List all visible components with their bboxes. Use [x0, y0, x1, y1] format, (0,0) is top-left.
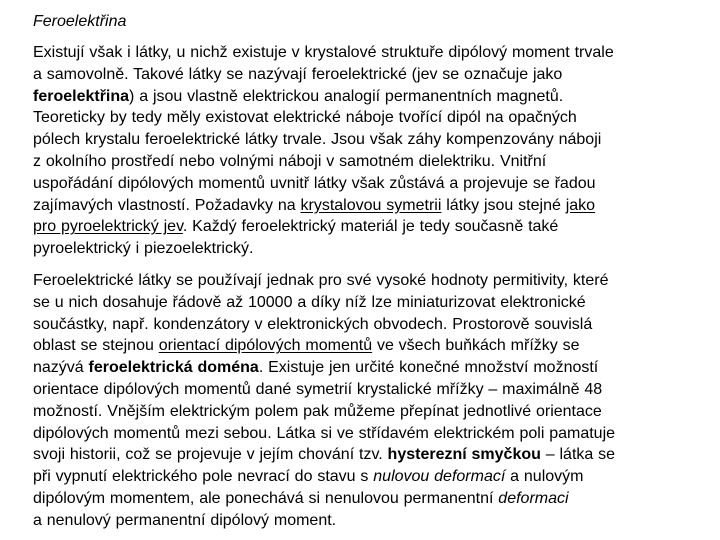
- text-line: možností. Vnějším elektrickým polem pak můžeme přepínat jednotlivé orientace: [33, 402, 602, 420]
- term-nulova-deformace: nulovou deformací: [373, 468, 506, 486]
- text-line: pólech krystalu feroelektrické látky trvale. Jsou však záhy kompenzovány náboji: [33, 131, 602, 149]
- text-fragment: oblast se stejnou: [33, 337, 159, 355]
- text-line: [33, 357, 713, 379]
- section-title: Feroelektřina: [33, 13, 127, 30]
- text-fragment: při vypnutí elektrického pole nevrací do stavu s: [33, 468, 374, 486]
- text-line: [33, 86, 713, 108]
- text-fragment: látky jsou stejné: [441, 196, 566, 214]
- term-feroelektrina: feroelektřina: [33, 87, 130, 105]
- text-line: a nenulový permanentní dipólový moment.: [33, 511, 337, 529]
- text-line: [33, 444, 713, 466]
- text-fragment: ve všech buňkách mřížky se: [372, 337, 580, 355]
- paragraph-ferroelectric-intro: [33, 42, 713, 260]
- link-pyroelektricky-jev[interactable]: jako: [565, 196, 596, 214]
- text-line: [33, 216, 713, 238]
- text-line: [33, 335, 713, 357]
- term-deformace: deformaci: [498, 489, 569, 507]
- text-line: orientace dipólových momentů dané symetrií krystalické mřížky – maximálně 48: [33, 380, 603, 398]
- text-fragment: ) a jsou vlastně elektrickou analogií permanentních magnetů.: [129, 87, 564, 105]
- text-line: a samovolně. Takové látky se nazývají feroelektrické (jev se označuje jako: [33, 65, 563, 83]
- text-line: pyroelektrický i piezoelektrický.: [33, 240, 254, 258]
- text-line: [33, 195, 713, 217]
- term-hysterezni-smycka: hysterezní smyčkou: [387, 446, 541, 464]
- link-orientace-dipolovych-momentu[interactable]: orientací dipólových momentů: [158, 337, 373, 355]
- text-fragment: zajímavých vlastností. Požadavky na: [33, 196, 301, 214]
- text-line: z okolního prostředí nebo volnými náboji v samotném dielektriku. Vnitřní: [33, 152, 547, 170]
- text-line: dipólových momentů mezi sebou. Látka si ve střídavém elektrickém poli pamatuje: [33, 424, 616, 442]
- text-fragment: dipólovým momentem, ale ponechává si nenulovou permanentní: [33, 489, 499, 507]
- link-krystalova-symetrie[interactable]: krystalovou symetrii: [300, 196, 442, 214]
- text-line: Existují však i látky, u nichž existuje v krystalové struktuře dipólový moment trvale: [33, 44, 614, 61]
- text-line: uspořádání dipólových momentů uvnitř látky však zůstává a projevuje se řadou: [33, 174, 596, 192]
- text-line: Teoreticky by tedy měly existovat elektrické náboje tvořící dipól na opačných: [33, 109, 577, 127]
- text-fragment: . Existuje jen určité konečné množství možností: [258, 359, 599, 377]
- text-fragment: – látka se: [540, 446, 616, 464]
- text-fragment: . Každý feroelektrický materiál je tedy současně také: [182, 218, 559, 236]
- text-line: součástky, např. kondenzátory v elektronických obvodech. Prostorově souvislá: [33, 315, 593, 333]
- term-feroelektricka-domena: feroelektrická doména: [88, 359, 259, 377]
- text-fragment: a nulovým: [505, 468, 584, 486]
- link-pyroelektricky-jev[interactable]: pro pyroelektrický jev: [33, 218, 183, 236]
- text-line: se u nich dosahuje řádově až 10000 a díky níž lze miniaturizovat elektronické: [33, 293, 586, 311]
- text-fragment: svoji historii, což se projevuje v jejím chování tzv.: [33, 446, 388, 464]
- paragraph-ferroelectric-usage: [33, 270, 713, 532]
- text-line: Feroelektrické látky se používají jednak pro své vysoké hodnoty permitivity, které: [33, 272, 609, 289]
- text-line: [33, 488, 713, 510]
- text-line: [33, 466, 713, 488]
- text-fragment: nazývá: [33, 359, 89, 377]
